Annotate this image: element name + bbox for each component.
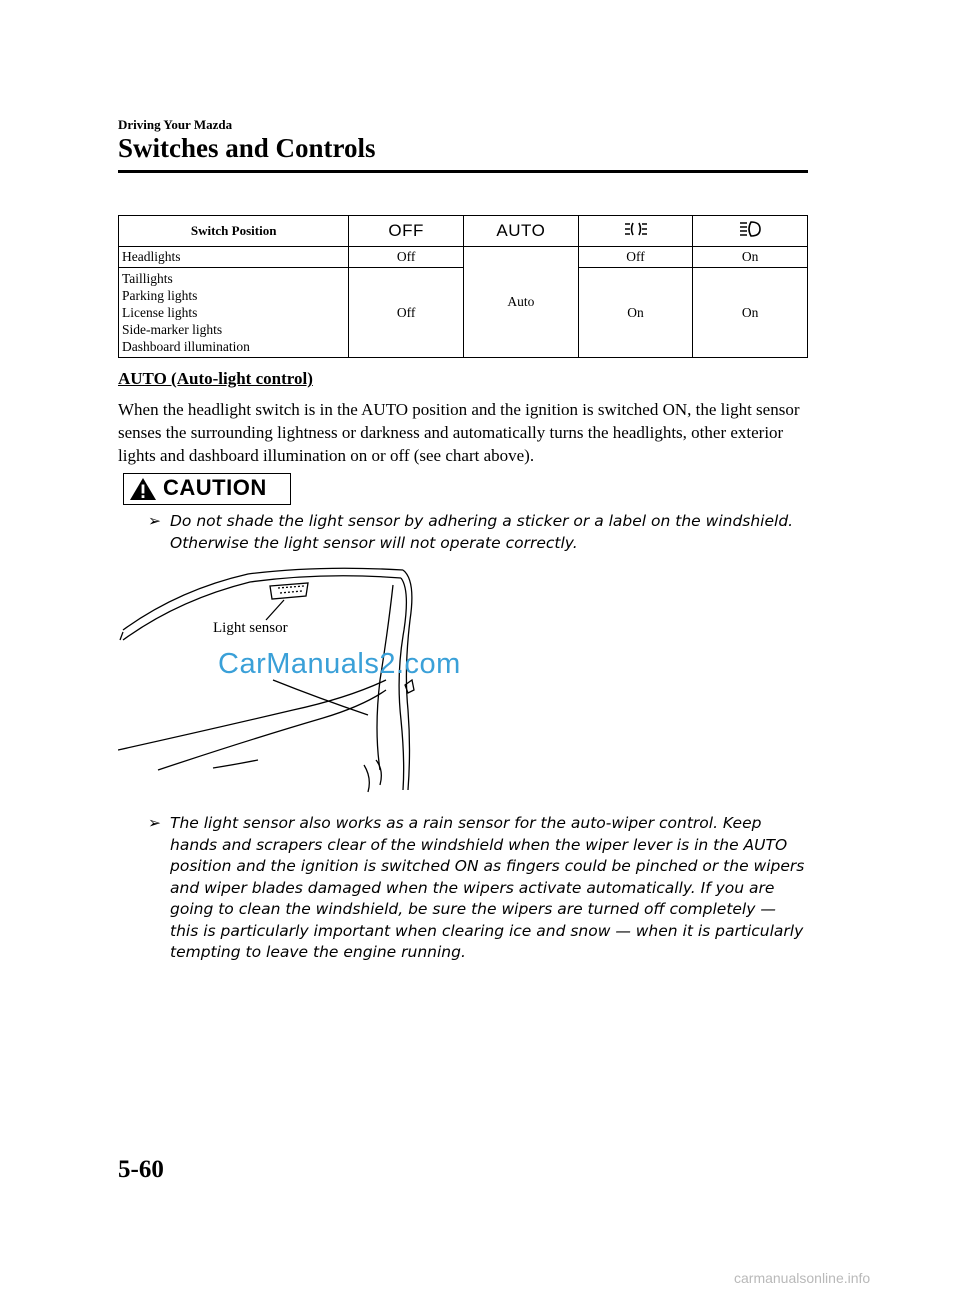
page-number: 5-60 bbox=[118, 1156, 164, 1183]
watermark: CarManuals2.com bbox=[218, 648, 461, 680]
headlights-icon bbox=[737, 220, 763, 238]
warning-triangle-icon bbox=[128, 476, 158, 502]
off-label: OFF bbox=[388, 221, 424, 240]
switch-position-header: Switch Position bbox=[119, 216, 349, 247]
figure-callout-label: Light sensor bbox=[213, 620, 288, 636]
row-label-line: Dashboard illumination bbox=[122, 339, 250, 354]
footer-site-link[interactable]: carmanualsonline.info bbox=[734, 1270, 871, 1286]
caution-item bbox=[148, 813, 808, 964]
parking-lights-icon bbox=[621, 220, 651, 238]
auto-position-header bbox=[463, 216, 578, 247]
row-label-line: Parking lights bbox=[122, 288, 198, 303]
row-label-line: License lights bbox=[122, 305, 198, 320]
row-label bbox=[119, 268, 349, 358]
arrow-bullet-icon: ➢ bbox=[148, 814, 161, 832]
row-label-line: Side-marker lights bbox=[122, 322, 223, 337]
auto-section-heading: AUTO (Auto-light control) bbox=[118, 369, 313, 388]
table-header-row bbox=[119, 216, 808, 247]
off-position-header bbox=[349, 216, 464, 247]
auto-section-body: When the headlight switch is in the AUTO position and the ignition is switched ON, the light sensor senses the surrounding lightness or darkness and automatically turns the headlights, other exterior lights and dashboard illumination on or off (see chart above). bbox=[118, 400, 800, 465]
arrow-bullet-icon: ➢ bbox=[148, 512, 161, 530]
auto-cell: Auto bbox=[463, 247, 578, 358]
auto-label: AUTO bbox=[496, 221, 546, 240]
row-label-line: Taillights bbox=[122, 271, 173, 286]
caution-item bbox=[148, 511, 808, 554]
switch-position-table bbox=[118, 215, 808, 358]
table-row-exterior-lights bbox=[119, 268, 808, 358]
caution-text: Do not shade the light sensor by adhering a sticker or a label on the windshield. Otherwise the light sensor will not operate correctly. bbox=[170, 512, 794, 552]
caution-text: The light sensor also works as a rain sensor for the auto-wiper control. Keep hands and scrapers clear of the windshield when the wiper lever is in the AUTO position and the ignition is switched ON as fingers could be pinched or the wipers and wiper blades damaged when the wipers activate automatically. If you are going to clean the windshield, be sure the wipers are turned off completely — this is particularly important when clearing ice and snow — when it is particularly tempting to leave the engine running. bbox=[170, 814, 805, 961]
heading-rule bbox=[118, 170, 808, 173]
headlights-cell: On bbox=[693, 247, 808, 268]
section-label: Driving Your Mazda bbox=[118, 117, 233, 132]
row-label: Headlights bbox=[119, 247, 349, 268]
parking-cell: Off bbox=[578, 247, 693, 268]
off-cell: Off bbox=[349, 247, 464, 268]
caution-label: CAUTION bbox=[163, 475, 267, 500]
headlights-cell: On bbox=[693, 268, 808, 358]
table-row-headlights bbox=[119, 247, 808, 268]
off-cell: Off bbox=[349, 268, 464, 358]
parking-position-header bbox=[578, 216, 693, 247]
headlights-position-header bbox=[693, 216, 808, 247]
page-title: Switches and Controls bbox=[118, 133, 376, 163]
parking-cell: On bbox=[578, 268, 693, 358]
